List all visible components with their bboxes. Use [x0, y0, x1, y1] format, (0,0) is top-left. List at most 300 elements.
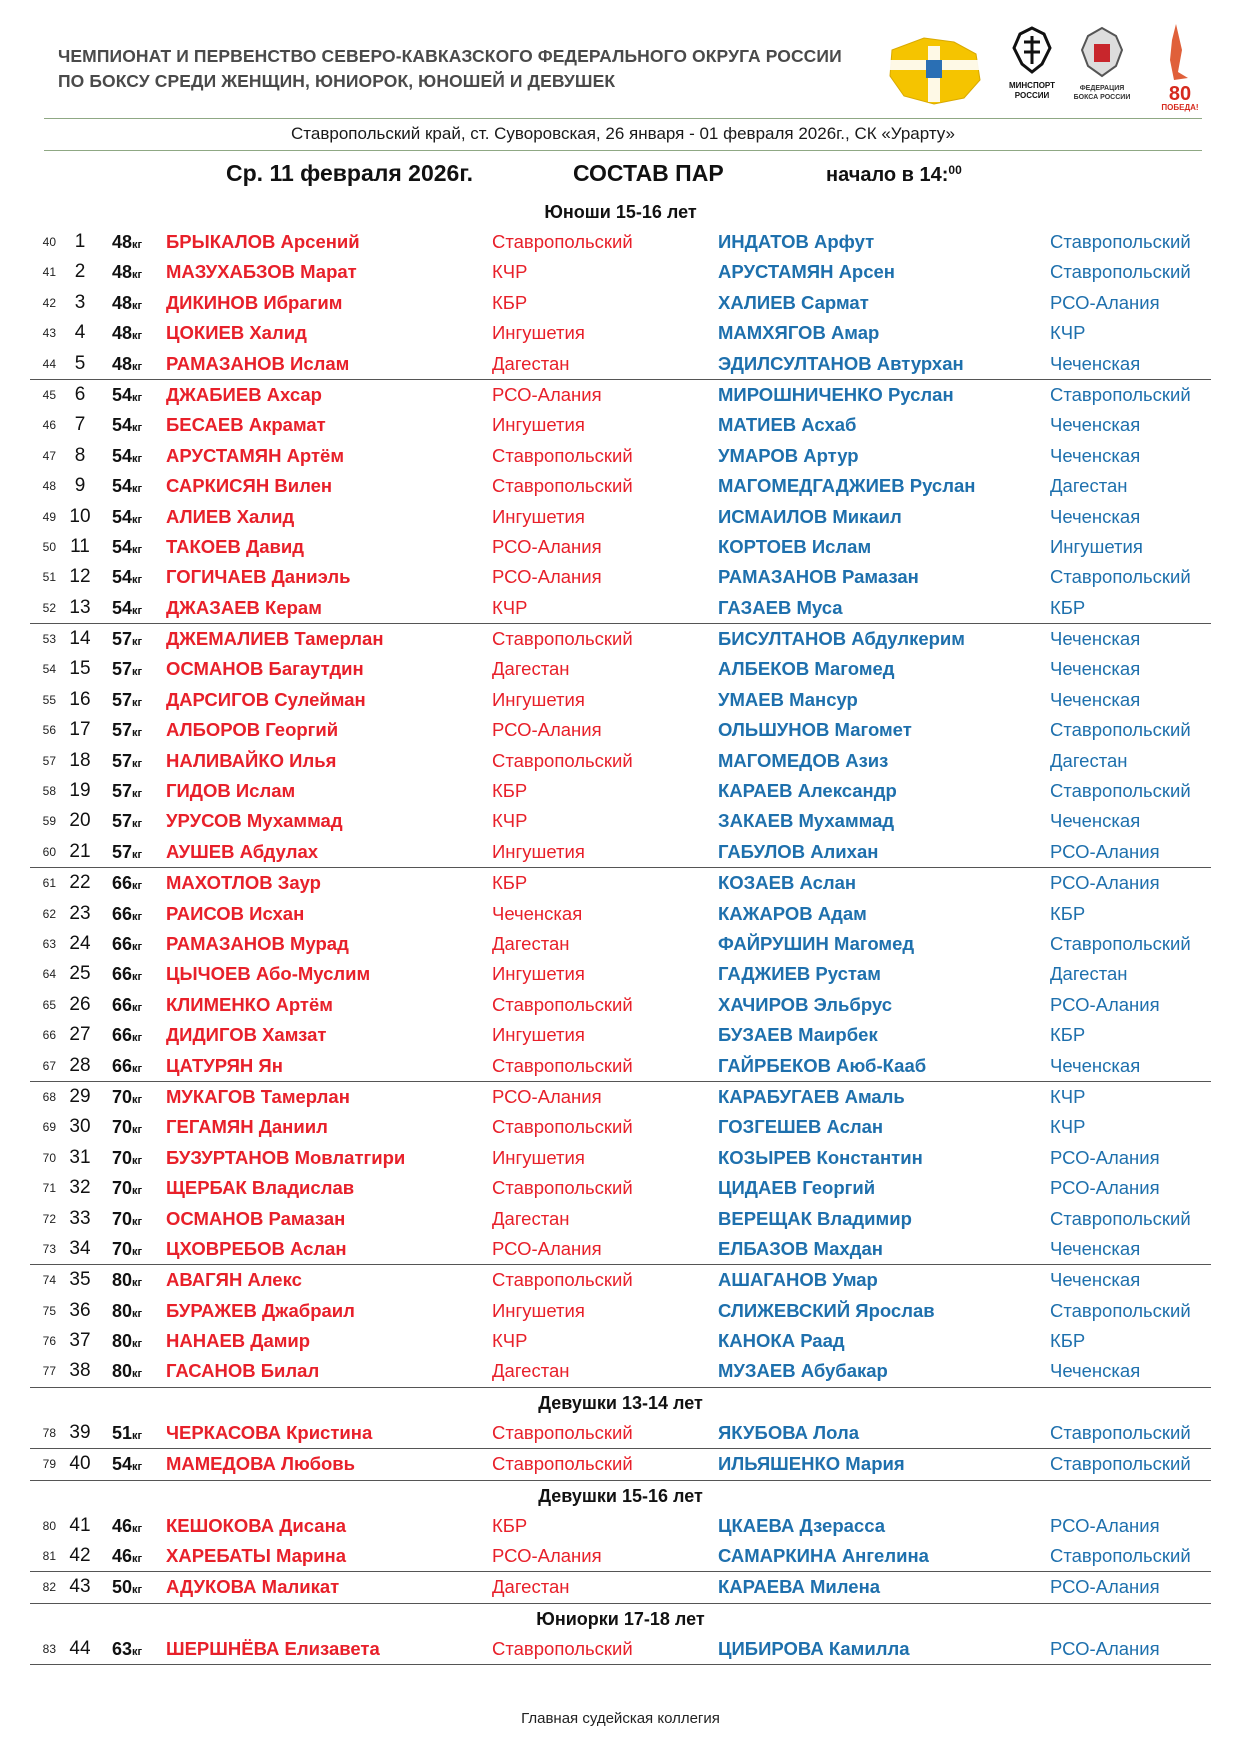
weight-class	[112, 593, 142, 626]
red-corner-name: БРЫКАЛОВ Арсений	[166, 231, 360, 252]
document-header	[58, 44, 878, 94]
table-row	[0, 1356, 1241, 1386]
red-corner-region: Ставропольский	[492, 749, 633, 771]
table-row	[0, 624, 1241, 654]
table-row	[0, 410, 1241, 440]
bout-number: 47	[42, 448, 56, 463]
pair-number: 25	[69, 963, 91, 985]
blue-corner-region: РСО-Алания	[1050, 1637, 1160, 1659]
red-corner-region: Ставропольский	[492, 1453, 633, 1475]
red-corner-region: Ингушетия	[492, 963, 585, 985]
table-row	[0, 380, 1241, 410]
weight-unit: кг	[132, 513, 143, 526]
weight-value: 46	[112, 1515, 133, 1536]
pair-number: 1	[74, 231, 86, 252]
bout-number: 76	[42, 1334, 56, 1349]
weight-unit: кг	[132, 574, 143, 587]
start-time-label: начало в 14:	[826, 164, 949, 186]
weight-value: 48	[112, 232, 133, 252]
weight-unit: кг	[132, 604, 143, 617]
weight-unit: кг	[132, 1307, 143, 1320]
pair-number: 23	[69, 902, 91, 924]
pair-number: 31	[69, 1146, 91, 1168]
weight-value: 70	[112, 1178, 133, 1199]
weight-class	[112, 380, 142, 413]
minsport-line-2: РОССИИ	[1014, 91, 1050, 100]
table-row	[0, 1112, 1241, 1142]
pair-number: 17	[69, 719, 91, 741]
weight-value: 66	[112, 933, 133, 954]
table-row	[0, 1634, 1241, 1664]
red-corner-region: Ставропольский	[492, 628, 633, 650]
bout-number: 62	[42, 906, 56, 921]
weight-class	[112, 1326, 142, 1359]
header-line-2: ПО БОКСУ СРЕДИ ЖЕНЩИН, ЮНИОРОК, ЮНОШЕЙ И ДЕВУШЕК	[58, 71, 616, 91]
weight-value: 63	[112, 1638, 133, 1659]
blue-corner-name: ЦИДАЕВ Георгий	[718, 1177, 876, 1199]
bout-number: 78	[42, 1425, 56, 1440]
blue-corner-name: ГАДЖИЕВ Рустам	[718, 963, 881, 985]
blue-corner-name: ИНДАТОВ Арфут	[718, 231, 875, 252]
blue-corner-name: ИСМАИЛОВ Микаил	[718, 505, 902, 527]
red-corner-region: Ингушетия	[492, 414, 585, 436]
red-corner-region: Чеченская	[492, 902, 583, 924]
weight-class	[112, 471, 142, 504]
weight-class	[112, 1541, 142, 1574]
table-row	[0, 593, 1241, 623]
weight-value: 54	[112, 476, 133, 497]
weight-class	[112, 1234, 142, 1267]
blue-corner-region: Чеченская	[1050, 658, 1141, 680]
weight-class	[112, 318, 142, 351]
weight-class	[112, 1082, 142, 1115]
red-corner-region: КБР	[492, 780, 528, 802]
weight-unit: кг	[132, 696, 143, 709]
table-row	[0, 562, 1241, 592]
blue-corner-region: Дагестан	[1050, 749, 1128, 771]
red-corner-region: Дагестан	[492, 352, 570, 374]
blue-corner-region: КЧР	[1050, 1116, 1086, 1138]
red-corner-name: ТАКОЕВ Давид	[166, 535, 304, 557]
weight-value: 70	[112, 1086, 133, 1107]
red-corner-region: Дагестан	[492, 1207, 570, 1229]
red-corner-name: БУЗУРТАНОВ Мовлатгири	[166, 1146, 406, 1168]
weight-value: 51	[112, 1422, 133, 1443]
weight-value: 66	[112, 903, 133, 924]
header-divider	[44, 118, 1202, 119]
weight-value: 54	[112, 445, 133, 466]
blue-corner-region: РСО-Алания	[1050, 840, 1160, 862]
weight-class	[112, 715, 142, 748]
red-corner-name: АЛБОРОВ Георгий	[166, 719, 339, 741]
weight-value: 80	[112, 1270, 133, 1291]
weight-unit: кг	[132, 1429, 143, 1442]
weight-value: 57	[112, 659, 133, 680]
table-row	[0, 990, 1241, 1020]
weight-value: 70	[112, 1117, 133, 1138]
bout-number: 69	[42, 1120, 56, 1135]
red-corner-name: МУКАГОВ Тамерлан	[166, 1085, 350, 1107]
red-corner-region: КБР	[492, 291, 528, 313]
weight-unit: кг	[132, 1215, 143, 1228]
red-corner-name: АДУКОВА Маликат	[166, 1576, 340, 1598]
table-row	[0, 441, 1241, 471]
red-corner-region: РСО-Алания	[492, 1545, 602, 1567]
weight-unit: кг	[132, 1093, 143, 1106]
weight-class	[112, 1112, 142, 1145]
weight-class	[112, 990, 142, 1023]
pair-number: 3	[74, 291, 86, 313]
bout-number: 41	[42, 265, 56, 280]
weight-class	[112, 441, 142, 474]
table-row	[0, 1204, 1241, 1234]
blue-corner-name: МАМХЯГОВ Амар	[718, 322, 880, 344]
pair-number: 26	[69, 993, 91, 1015]
blue-corner-name: ФАЙРУШИН Магомед	[718, 932, 915, 954]
red-corner-name: ГАСАНОВ Билал	[166, 1360, 320, 1382]
weight-unit: кг	[132, 1277, 143, 1290]
blue-corner-region: Ставропольский	[1050, 231, 1191, 252]
pair-number: 7	[74, 414, 86, 436]
blue-corner-region: Ставропольский	[1050, 1207, 1191, 1229]
weight-unit: кг	[132, 1368, 143, 1381]
bout-number: 50	[42, 539, 56, 554]
weight-value: 70	[112, 1147, 133, 1168]
blue-corner-region: КЧР	[1050, 1085, 1086, 1107]
pair-number: 41	[69, 1514, 91, 1536]
blue-corner-name: ЭДИЛСУЛТАНОВ Автурхан	[718, 352, 964, 374]
blue-corner-region: Чеченская	[1050, 352, 1141, 374]
weight-value: 80	[112, 1300, 133, 1321]
bout-number: 68	[42, 1089, 56, 1104]
red-corner-region: Ингушетия	[492, 1146, 585, 1168]
weight-value: 70	[112, 1208, 133, 1229]
bout-number: 63	[42, 936, 56, 951]
red-corner-name: КЕШОКОВА Дисана	[166, 1514, 347, 1536]
table-row	[0, 318, 1241, 348]
bout-number: 58	[42, 784, 56, 799]
table-row	[0, 1082, 1241, 1112]
weight-class	[112, 1143, 142, 1176]
table-row	[0, 899, 1241, 929]
red-corner-name: ДЖАБИЕВ Ахсар	[166, 383, 322, 405]
table-row	[0, 1541, 1241, 1571]
weight-unit: кг	[132, 636, 143, 649]
weight-class	[112, 1265, 142, 1298]
red-corner-name: АУШЕВ Абдулах	[166, 840, 319, 862]
bout-number: 54	[42, 662, 56, 677]
pair-number: 32	[69, 1177, 91, 1199]
victory-word: ПОБЕДА!	[1161, 103, 1199, 112]
weight-value: 54	[112, 415, 133, 436]
red-corner-name: ОСМАНОВ Багаутдин	[166, 658, 364, 680]
weight-unit: кг	[132, 1154, 143, 1167]
table-row	[0, 1234, 1241, 1264]
blue-corner-region: РСО-Алания	[1050, 1576, 1160, 1598]
blue-corner-name: ГАБУЛОВ Алихан	[718, 840, 879, 862]
blue-corner-name: МАТИЕВ Асхаб	[718, 414, 857, 436]
page-title: СОСТАВ ПАР	[573, 160, 724, 186]
red-corner-name: ЦЫЧОЕВ Або-Муслим	[166, 963, 371, 985]
blue-corner-name: ГАЙРБЕКОВ Аюб-Кааб	[718, 1054, 927, 1076]
red-corner-region: КЧР	[492, 261, 528, 283]
weight-value: 57	[112, 720, 133, 741]
red-corner-name: ДИКИНОВ Ибрагим	[166, 291, 343, 313]
blue-corner-name: АШАГАНОВ Умар	[718, 1269, 878, 1291]
weight-unit: кг	[132, 940, 143, 953]
weight-class	[112, 1020, 142, 1053]
pair-number: 4	[74, 322, 86, 344]
weight-unit: кг	[132, 1584, 143, 1597]
pair-number: 27	[69, 1024, 91, 1046]
weight-value: 54	[112, 597, 133, 618]
red-corner-region: РСО-Алания	[492, 566, 602, 588]
blue-corner-region: Ставропольский	[1050, 932, 1191, 954]
bout-number: 45	[42, 387, 56, 402]
blue-corner-name: КАРАЕВ Александр	[718, 780, 897, 802]
weight-unit: кг	[132, 391, 143, 404]
weight-value: 48	[112, 323, 133, 344]
minsport-logo	[1009, 28, 1055, 100]
pair-number: 43	[69, 1576, 91, 1598]
weight-class	[112, 532, 142, 565]
blue-corner-region: Чеченская	[1050, 810, 1141, 832]
weight-value: 48	[112, 292, 133, 313]
red-corner-region: Ставропольский	[492, 475, 633, 497]
bout-number: 81	[42, 1549, 56, 1564]
red-corner-region: Дагестан	[492, 932, 570, 954]
weight-class	[112, 624, 142, 657]
red-corner-region: КБР	[492, 872, 528, 894]
blue-corner-name: КАРАБУГАЕВ Амаль	[718, 1085, 905, 1107]
table-row	[0, 1449, 1241, 1479]
weight-value: 66	[112, 964, 133, 985]
blue-corner-region: Ставропольский	[1050, 383, 1191, 405]
red-corner-name: НАНАЕВ Дамир	[166, 1330, 311, 1352]
weight-class	[112, 502, 142, 535]
weight-class	[112, 1296, 142, 1329]
red-corner-region: Ставропольский	[492, 444, 633, 466]
red-corner-region: Ингушетия	[492, 840, 585, 862]
weight-class	[112, 746, 142, 779]
table-row	[0, 349, 1241, 379]
blue-corner-name: АРУСТАМЯН Арсен	[718, 261, 895, 283]
bout-number: 60	[42, 844, 56, 859]
victory-number: 80	[1168, 83, 1192, 105]
weight-value: 50	[112, 1577, 133, 1598]
bout-number: 74	[42, 1273, 56, 1288]
blue-corner-region: Чеченская	[1050, 1269, 1141, 1291]
pair-number: 35	[69, 1269, 91, 1291]
weight-value: 57	[112, 781, 133, 802]
red-corner-name: БУРАЖЕВ Джабраил	[166, 1299, 355, 1321]
weight-class	[112, 227, 142, 260]
blue-corner-region: Ставропольский	[1050, 719, 1191, 741]
weight-value: 46	[112, 1546, 133, 1567]
red-corner-name: ХАРЕБАТЫ Марина	[166, 1545, 347, 1567]
bout-number: 51	[42, 570, 56, 585]
blue-corner-name: ГАЗАЕВ Муса	[718, 596, 843, 618]
red-corner-name: АЛИЕВ Халид	[166, 505, 295, 527]
blue-corner-region: Ставропольский	[1050, 566, 1191, 588]
red-corner-name: АВАГЯН Алекс	[166, 1269, 302, 1291]
pair-number: 6	[74, 383, 86, 405]
bout-number: 75	[42, 1303, 56, 1318]
table-row	[0, 837, 1241, 867]
bout-number: 46	[42, 418, 56, 433]
bout-number: 44	[42, 356, 56, 371]
blue-corner-region: Ставропольский	[1050, 1453, 1191, 1475]
weight-class	[112, 257, 142, 290]
blue-corner-name: КОРТОЕВ Ислам	[718, 535, 872, 557]
table-row	[0, 685, 1241, 715]
pair-number: 2	[74, 261, 86, 283]
weight-unit: кг	[132, 1124, 143, 1137]
red-corner-name: УРУСОВ Мухаммад	[166, 810, 343, 832]
blue-corner-name: МИРОШНИЧЕНКО Руслан	[718, 383, 954, 405]
pair-number: 16	[69, 688, 91, 710]
red-corner-name: МАЗУХАБЗОВ Марат	[166, 261, 357, 283]
pair-number: 20	[69, 810, 91, 832]
blue-corner-name: ГОЗГЕШЕВ Аслан	[718, 1116, 884, 1138]
red-corner-region: РСО-Алания	[492, 1237, 602, 1259]
blue-corner-region: КБР	[1050, 596, 1086, 618]
blue-corner-name: ХАЧИРОВ Эльбрус	[718, 993, 892, 1015]
red-corner-region: Ставропольский	[492, 1116, 633, 1138]
weight-value: 54	[112, 506, 133, 527]
federation-line-1: ФЕДЕРАЦИЯ	[1079, 85, 1125, 92]
table-row	[0, 532, 1241, 562]
logos	[884, 20, 1209, 114]
weight-class	[112, 806, 142, 839]
red-corner-region: Ставропольский	[492, 1177, 633, 1199]
pair-number: 42	[69, 1545, 91, 1567]
red-corner-region: РСО-Алания	[492, 383, 602, 405]
blue-corner-name: ХАЛИЕВ Сармат	[718, 291, 869, 313]
weight-unit: кг	[132, 1245, 143, 1258]
weight-unit: кг	[132, 1522, 143, 1535]
weight-unit: кг	[132, 880, 143, 893]
group-separator	[30, 1664, 1211, 1665]
weight-class	[112, 685, 142, 718]
red-corner-region: Ставропольский	[492, 1269, 633, 1291]
weight-class	[112, 776, 142, 809]
blue-corner-name: УМАРОВ Артур	[718, 444, 859, 466]
blue-corner-name: КОЗАЕВ Аслан	[718, 872, 857, 894]
red-corner-region: РСО-Алания	[492, 719, 602, 741]
federation-line-2: БОКСА РОССИИ	[1073, 94, 1131, 101]
weight-unit: кг	[132, 299, 143, 312]
blue-corner-name: МУЗАЕВ Абубакар	[718, 1360, 888, 1382]
red-corner-region: Ставропольский	[492, 1637, 633, 1659]
pair-number: 28	[69, 1054, 91, 1076]
pair-number: 18	[69, 749, 91, 771]
blue-corner-region: Ставропольский	[1050, 1299, 1191, 1321]
pair-number: 11	[70, 535, 90, 557]
bout-number: 48	[42, 479, 56, 494]
weight-value: 66	[112, 873, 133, 894]
pair-number: 36	[69, 1299, 91, 1321]
red-corner-name: ЦХОВРЕБОВ Аслан	[166, 1237, 347, 1259]
pair-number: 19	[69, 780, 91, 802]
blue-corner-name: КАРАЕВА Милена	[718, 1576, 881, 1598]
blue-corner-region: КБР	[1050, 1024, 1086, 1046]
pair-number: 30	[69, 1116, 91, 1138]
weight-class	[112, 1634, 142, 1667]
weight-unit: кг	[132, 543, 143, 556]
blue-corner-name: КАНОКА Раад	[718, 1330, 845, 1352]
red-corner-name: РАМАЗАНОВ Мурад	[166, 932, 349, 954]
red-corner-name: МАХОТЛОВ Заур	[166, 872, 321, 894]
weight-value: 54	[112, 567, 133, 588]
red-corner-name: ОСМАНОВ Рамазан	[166, 1207, 346, 1229]
weight-value: 66	[112, 994, 133, 1015]
red-corner-region: КЧР	[492, 810, 528, 832]
weight-class	[112, 410, 142, 443]
bout-number: 65	[42, 997, 56, 1012]
blue-corner-name: БИСУЛТАНОВ Абдулкерим	[718, 628, 965, 650]
weight-unit: кг	[132, 1032, 143, 1045]
section-title: Девушки 15-16 лет	[538, 1485, 703, 1506]
table-row	[0, 868, 1241, 898]
bout-number: 64	[42, 967, 56, 982]
weight-value: 48	[112, 262, 133, 283]
red-corner-name: ЦОКИЕВ Халид	[166, 322, 307, 344]
table-row	[0, 502, 1241, 532]
blue-corner-name: КОЗЫРЕВ Константин	[718, 1146, 923, 1168]
weight-unit: кг	[132, 360, 143, 373]
blue-corner-region: РСО-Алания	[1050, 1146, 1160, 1168]
red-corner-name: РАИСОВ Исхан	[166, 902, 305, 924]
red-corner-region: Дагестан	[492, 1360, 570, 1382]
weight-unit: кг	[132, 1062, 143, 1075]
start-time	[826, 163, 962, 187]
table-row	[0, 806, 1241, 836]
pair-number: 38	[69, 1360, 91, 1382]
pair-number: 14	[69, 628, 91, 650]
table-row	[0, 471, 1241, 501]
weight-value: 80	[112, 1331, 133, 1352]
red-corner-name: МАМЕДОВА Любовь	[166, 1453, 356, 1475]
bout-number: 82	[42, 1580, 56, 1595]
start-time-minutes: 00	[948, 163, 962, 177]
red-corner-name: ЧЕРКАСОВА Кристина	[166, 1421, 373, 1443]
blue-corner-region: Чеченская	[1050, 688, 1141, 710]
header-line-1: ЧЕМПИОНАТ И ПЕРВЕНСТВО СЕВЕРО-КАВКАЗСКОГО ФЕДЕРАЛЬНОГО ОКРУГА РОССИИ	[58, 46, 842, 66]
table-row	[0, 1173, 1241, 1203]
red-corner-region: Дагестан	[492, 658, 570, 680]
red-corner-region: Ставропольский	[492, 1054, 633, 1076]
blue-corner-name: УМАЕВ Мансур	[718, 688, 858, 710]
table-row	[0, 1572, 1241, 1602]
red-corner-name: РАМАЗАНОВ Ислам	[166, 352, 350, 374]
bout-number: 53	[42, 632, 56, 647]
weight-class	[112, 1173, 142, 1206]
pair-number: 29	[69, 1085, 91, 1107]
red-corner-name: ДЖЕМАЛИЕВ Тамерлан	[166, 628, 384, 650]
weight-class	[112, 1449, 142, 1482]
blue-corner-name: РАМАЗАНОВ Рамазан	[718, 566, 919, 588]
weight-value: 57	[112, 629, 133, 650]
weight-class	[112, 1204, 142, 1237]
blue-corner-name: ЦКАЕВА Дзерасса	[718, 1514, 886, 1536]
weight-unit: кг	[132, 848, 143, 861]
blue-corner-name: СЛИЖЕВСКИЙ Ярослав	[718, 1299, 935, 1321]
weight-value: 57	[112, 689, 133, 710]
bout-number: 42	[42, 295, 56, 310]
blue-corner-region: РСО-Алания	[1050, 291, 1160, 313]
weight-unit: кг	[132, 788, 143, 801]
